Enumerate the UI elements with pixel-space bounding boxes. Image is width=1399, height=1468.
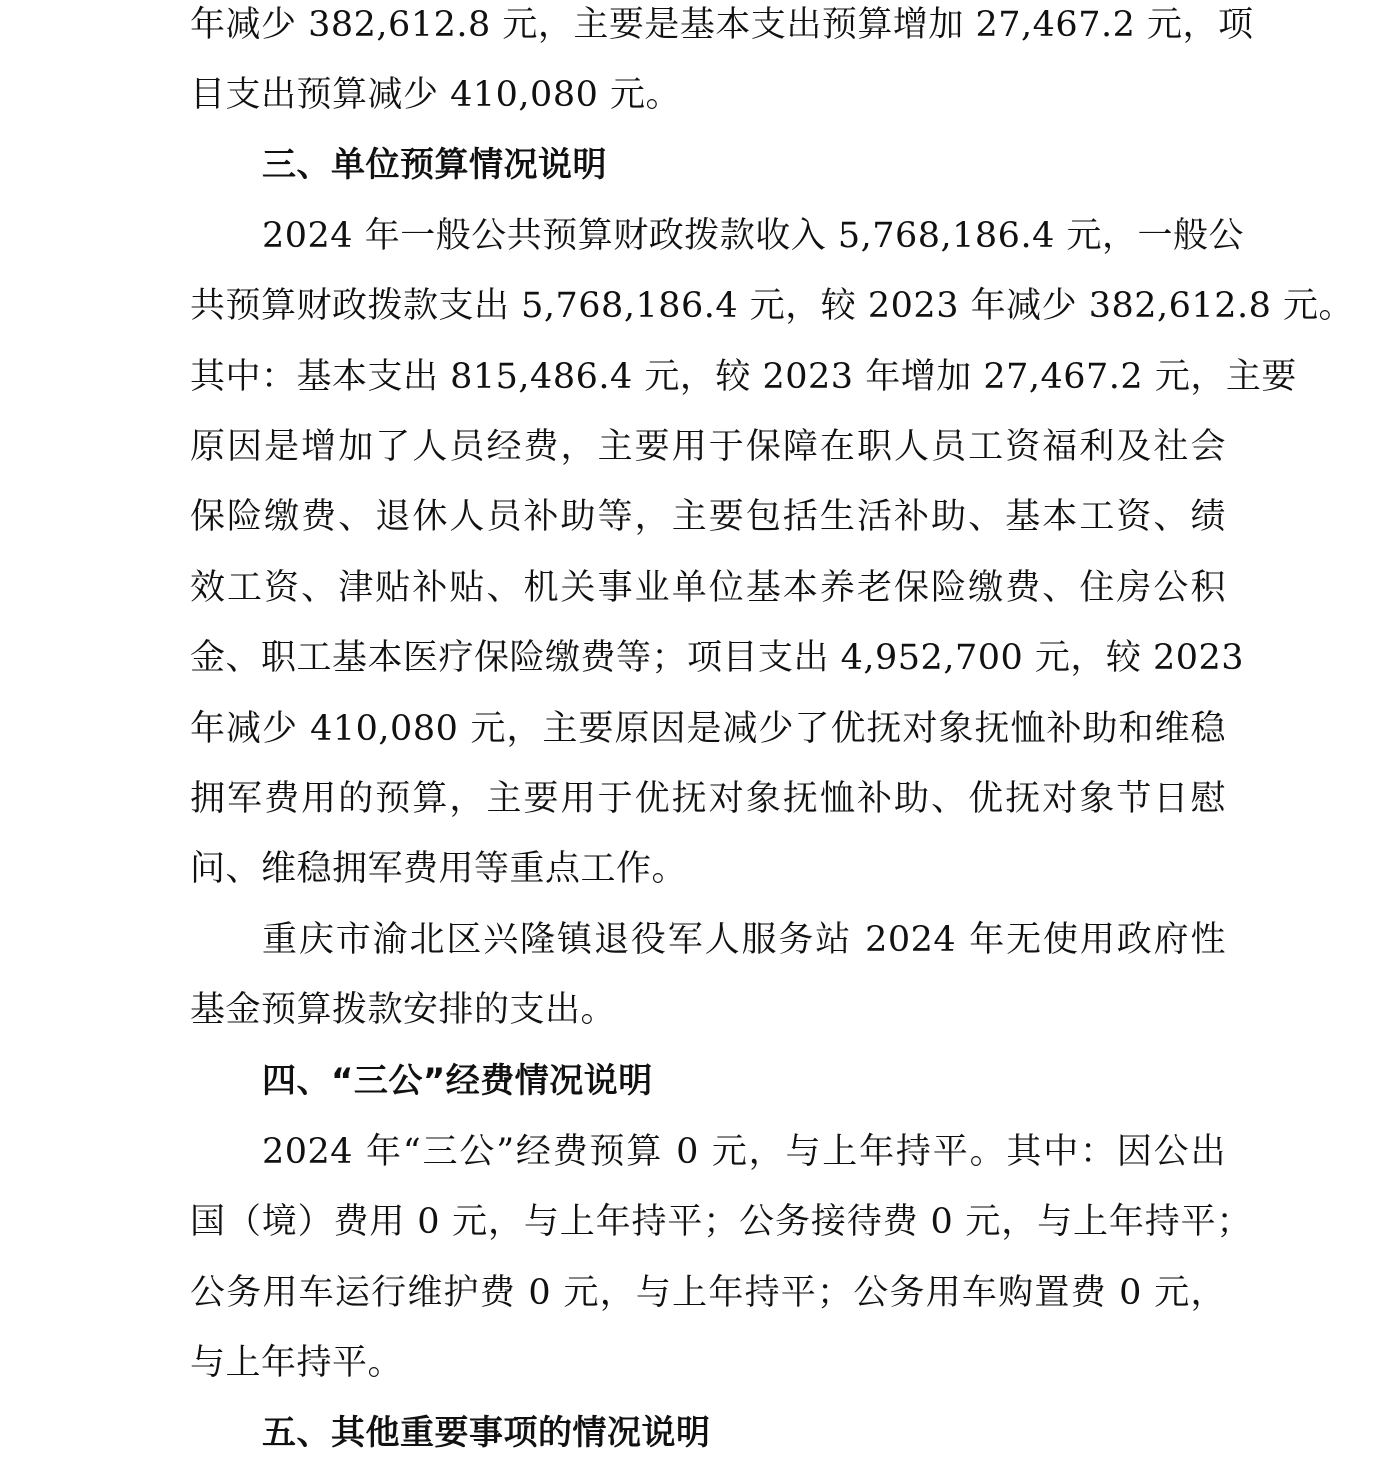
body-text-line: 公务用车运行维护费 0 元，与上年持平；公务用车购置费 0 元， (190, 1273, 1226, 1313)
body-text-line: 问、维稳拥军费用等重点工作。 (190, 849, 688, 889)
body-text-line: 金、职工基本医疗保险缴费等；项目支出 4,952,700 元，较 2023 (190, 638, 1245, 678)
body-text-line: 年减少 410,080 元，主要原因是减少了优抚对象抚恤补助和维稳 (190, 709, 1226, 749)
body-text-line: 2024 年一般公共预算财政拨款收入 5,768,186.4 元，一般公 (262, 216, 1244, 256)
section-heading-5: 五、其他重要事项的情况说明 (262, 1413, 711, 1453)
section-heading-3: 三、单位预算情况说明 (262, 145, 607, 185)
body-text-line: 目支出预算减少 410,080 元。 (190, 75, 681, 115)
body-text-line: 其中：基本支出 815,486.4 元，较 2023 年增加 27,467.2 元，主要 (190, 357, 1297, 397)
body-text-line: 年减少 382,612.8 元，主要是基本支出预算增加 27,467.2 元，项 (190, 5, 1254, 45)
body-text-line: 基金预算拨款安排的支出。 (190, 990, 617, 1030)
body-text-line: 国（境）费用 0 元，与上年持平；公务接待费 0 元，与上年持平； (190, 1202, 1252, 1242)
body-text-line: 与上年持平。 (190, 1343, 404, 1383)
body-text-line: 保险缴费、退休人员补助等，主要包括生活补助、基本工资、绩 (190, 497, 1226, 537)
body-text-line: 重庆市渝北区兴隆镇退役军人服务站 2024 年无使用政府性 (262, 920, 1226, 960)
body-text-line: 共预算财政拨款支出 5,768,186.4 元，较 2023 年减少 382,612.8 元。 (190, 286, 1354, 326)
document-page (190, 0, 1354, 1456)
body-text-line: 原因是增加了人员经费，主要用于保障在职人员工资福利及社会 (190, 427, 1226, 467)
section-heading-4: 四、“三公”经费情况说明 (262, 1061, 653, 1101)
body-text-line: 拥军费用的预算，主要用于优抚对象抚恤补助、优抚对象节日慰 (190, 779, 1226, 819)
body-text-line: 效工资、津贴补贴、机关事业单位基本养老保险缴费、住房公积 (190, 568, 1226, 608)
body-text-line: 2024 年“三公”经费预算 0 元，与上年持平。其中：因公出 (262, 1132, 1226, 1172)
